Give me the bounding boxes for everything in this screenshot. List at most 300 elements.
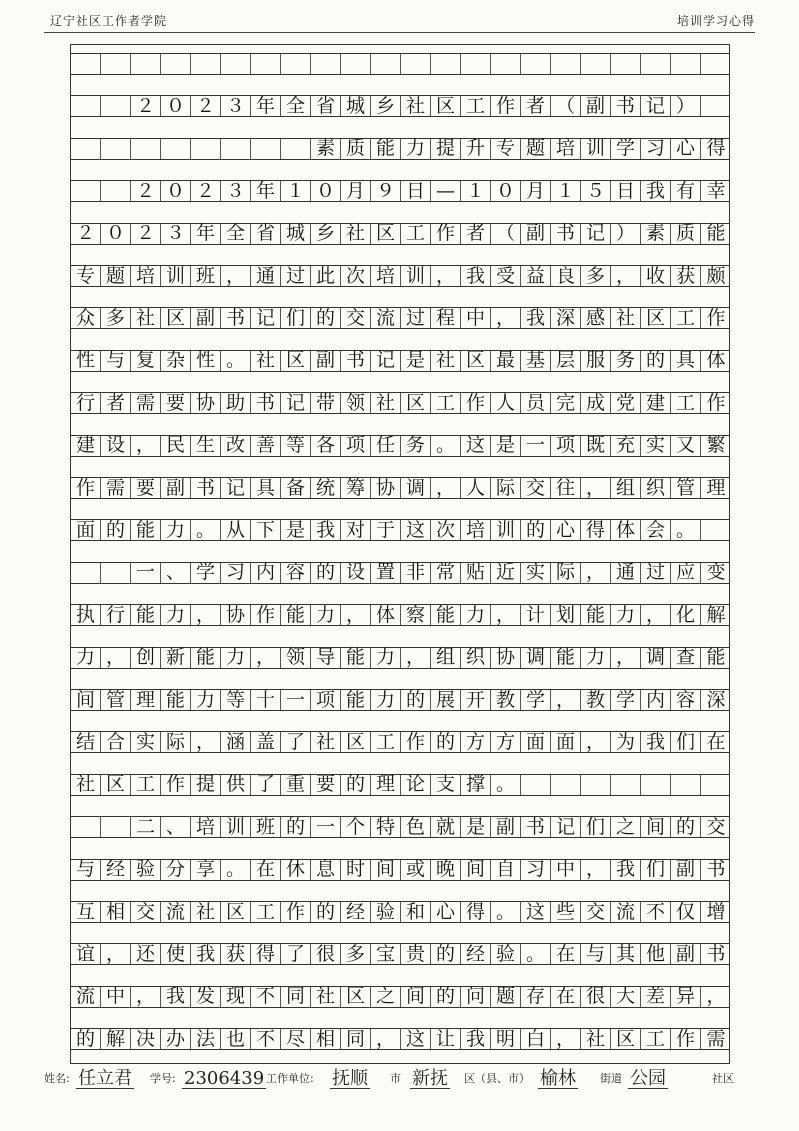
grid-cell: ，	[101, 648, 131, 668]
grid-cell: 的	[71, 1029, 101, 1049]
grid-cell: 化	[671, 605, 701, 625]
grid-cell: 良	[551, 266, 581, 286]
grid-cell: 、	[161, 563, 191, 583]
grid-cell: 力	[371, 690, 401, 710]
grid-cell: 副	[671, 944, 701, 964]
grid-cell: 专	[491, 139, 521, 159]
grid-cell: 书	[706, 858, 726, 881]
grid-cell: 和	[401, 902, 431, 922]
grid-cell: 能	[431, 605, 461, 625]
grid-cell: 。	[431, 436, 461, 456]
grid-cell: 异	[671, 987, 701, 1007]
grid-cell: 项	[341, 436, 371, 456]
grid-cell: 或	[401, 860, 431, 880]
grid-row	[71, 859, 729, 881]
grid-cell: 的	[341, 775, 371, 795]
grid-cell: 作	[161, 775, 191, 795]
grid-cell: 教	[491, 690, 521, 710]
grid-cell: 决	[131, 1029, 161, 1049]
grid-cell: 过	[281, 266, 311, 286]
grid-cell: 我	[521, 308, 551, 328]
grid-cell: 我	[311, 520, 341, 540]
grid-cell: 力	[71, 648, 101, 668]
grid-cell: 我	[161, 987, 191, 1007]
grid-cell: 内	[641, 690, 671, 710]
grid-cell: 最	[491, 351, 521, 371]
grid-cell: 重	[281, 775, 311, 795]
grid-cell: 杂	[161, 351, 191, 371]
grid-cell: —	[431, 181, 461, 201]
grid-cell: ０	[101, 224, 131, 244]
grid-cell: 了	[281, 732, 311, 752]
grid-cell: 验	[371, 902, 401, 922]
grid-cell: 深	[706, 688, 726, 711]
grid-cell: 面	[71, 520, 101, 540]
grid-cell: 的	[431, 987, 461, 1007]
grid-cell: ，	[581, 860, 611, 880]
grid-cell: 一	[521, 436, 551, 456]
grid-cell: 时	[341, 860, 371, 880]
grid-cell: 感	[581, 308, 611, 328]
grid-cell: 的	[431, 732, 461, 752]
grid-cell: 社	[311, 732, 341, 752]
grid-cell: 力	[221, 648, 251, 668]
grid-cell: 人	[491, 393, 521, 413]
grid-cell: 间	[401, 987, 431, 1007]
header-institute: 辽宁社区工作者学院	[50, 14, 168, 28]
grid-cell: 过	[401, 308, 431, 328]
grid-cell: 记	[251, 308, 281, 328]
grid-cell: 贴	[461, 563, 491, 583]
grid-cell: 素	[641, 224, 671, 244]
grid-cell: 益	[521, 266, 551, 286]
grid-cell: 工	[371, 732, 401, 752]
header-divider	[44, 32, 755, 33]
grid-cell: 法	[191, 1029, 221, 1049]
grid-row	[71, 647, 729, 669]
grid-cell: 省	[251, 224, 281, 244]
grid-cell: 繁	[706, 434, 726, 457]
grid-cell: 区	[221, 902, 251, 922]
grid-cell: 者	[521, 96, 551, 116]
grid-cell: 的	[311, 902, 341, 922]
grid-cell: 于	[371, 520, 401, 540]
grid-cell: ，	[191, 732, 221, 752]
grid-row	[71, 604, 729, 626]
grid-cell: ，	[131, 987, 161, 1007]
grid-cell: 协	[371, 478, 401, 498]
grid-cell: 心	[551, 520, 581, 540]
grid-cell: 能	[706, 222, 726, 245]
grid-cell: 往	[551, 478, 581, 498]
grid-cell: ２	[191, 181, 221, 201]
grid-cell: 自	[491, 860, 521, 880]
grid-cell: 日	[401, 181, 431, 201]
grid-cell: 理	[131, 690, 161, 710]
name-label: 姓名:	[44, 1072, 70, 1085]
grid-cell: 成	[581, 393, 611, 413]
grid-cell: ，	[251, 648, 281, 668]
grid-cell	[131, 54, 161, 74]
grid-cell: 置	[371, 563, 401, 583]
grid-cell: 与	[581, 944, 611, 964]
grid-cell: 不	[251, 1029, 281, 1049]
grid-cell	[191, 54, 221, 74]
grid-cell: 与	[71, 860, 101, 880]
grid-cell: 使	[161, 944, 191, 964]
grid-cell: 间	[71, 690, 101, 710]
grid-cell: 还	[131, 944, 161, 964]
grid-cell: 设	[101, 436, 131, 456]
grid-cell: 交	[581, 902, 611, 922]
grid-cell: 下	[251, 520, 281, 540]
grid-cell: 内	[251, 563, 281, 583]
grid-cell: 力	[161, 520, 191, 540]
grid-cell: 培	[371, 266, 401, 286]
grid-cell: 非	[401, 563, 431, 583]
grid-cell: 收	[641, 266, 671, 286]
grid-cell: 性	[191, 351, 221, 371]
grid-cell: 作	[706, 306, 726, 329]
grid-cell: ０	[491, 181, 521, 201]
grid-cell	[701, 96, 731, 116]
grid-cell	[221, 139, 251, 159]
grid-cell: 。	[671, 520, 701, 540]
grid-cell: 是	[281, 520, 311, 540]
grid-cell: 年	[251, 181, 281, 201]
grid-cell: 之	[371, 987, 401, 1007]
grid-cell: 年	[191, 224, 221, 244]
grid-row	[71, 392, 729, 414]
grid-cell: 面	[521, 732, 551, 752]
grid-cell: 改	[221, 436, 251, 456]
grid-cell: ，	[221, 266, 251, 286]
grid-cell: 能	[706, 646, 726, 669]
grid-row	[71, 562, 729, 584]
grid-row	[71, 1028, 729, 1050]
grid-cell: 有	[671, 181, 701, 201]
grid-cell: 的	[641, 351, 671, 371]
grid-cell: 际	[551, 563, 581, 583]
grid-cell: 享	[191, 860, 221, 880]
grid-cell: 验	[491, 944, 521, 964]
grid-cell: 之	[611, 817, 641, 837]
grid-cell: 新	[161, 648, 191, 668]
grid-cell: ９	[371, 181, 401, 201]
grid-cell: 们	[671, 732, 701, 752]
grid-cell: 各	[311, 436, 341, 456]
grid-cell: 完	[551, 393, 581, 413]
grid-cell	[71, 96, 101, 116]
grid-cell: 社	[131, 308, 161, 328]
grid-cell	[521, 54, 551, 74]
grid-cell: 结	[71, 732, 101, 752]
grid-cell: 党	[611, 393, 641, 413]
grid-cell: 力	[401, 139, 431, 159]
street-label: 街道	[600, 1072, 622, 1085]
grid-cell: 作	[461, 393, 491, 413]
grid-cell: ２	[131, 96, 161, 116]
grid-cell: 们	[581, 817, 611, 837]
grid-cell: 其	[611, 944, 641, 964]
grid-cell	[221, 54, 251, 74]
grid-cell: 力	[311, 605, 341, 625]
grid-row	[71, 774, 729, 796]
grid-row	[71, 986, 729, 1008]
grid-cell: 方	[491, 732, 521, 752]
grid-cell: 息	[311, 860, 341, 880]
grid-cell: 区	[641, 308, 671, 328]
grid-cell: 能	[131, 605, 161, 625]
grid-cell: 能	[581, 605, 611, 625]
grid-cell: ，	[706, 985, 726, 1008]
grid-cell: 能	[341, 648, 371, 668]
grid-cell: ，	[401, 648, 431, 668]
grid-cell	[701, 54, 731, 74]
grid-cell: 的	[311, 563, 341, 583]
grid-cell: 要	[161, 393, 191, 413]
grid-cell: 近	[491, 563, 521, 583]
grid-cell: 多	[581, 266, 611, 286]
grid-cell	[701, 775, 731, 795]
grid-cell: 训	[491, 520, 521, 540]
grid-cell: 复	[131, 351, 161, 371]
grid-cell	[161, 54, 191, 74]
grid-cell: 大	[611, 987, 641, 1007]
grid-cell: 乡	[371, 96, 401, 116]
grid-cell: 展	[431, 690, 461, 710]
grid-cell: 多	[341, 944, 371, 964]
grid-cell: 需	[706, 1027, 726, 1050]
grid-row	[71, 307, 729, 329]
grid-cell: 城	[341, 96, 371, 116]
grid-cell: 应	[671, 563, 701, 583]
grid-cell: 任	[371, 436, 401, 456]
grid-cell: 划	[551, 605, 581, 625]
grid-cell: 培	[191, 817, 221, 837]
grid-cell: 得	[461, 902, 491, 922]
grid-cell: 作	[71, 478, 101, 498]
street-value: 榆林	[540, 1068, 576, 1089]
grid-cell: 副	[521, 224, 551, 244]
grid-cell: 体	[371, 605, 401, 625]
grid-cell: 了	[281, 944, 311, 964]
grid-cell: 问	[461, 987, 491, 1007]
community-label: 社区	[712, 1072, 734, 1085]
grid-cell	[671, 54, 701, 74]
grid-cell: 社	[341, 224, 371, 244]
grid-cell: 我	[641, 181, 671, 201]
grid-cell: 工	[671, 308, 701, 328]
grid-cell: 在	[251, 860, 281, 880]
grid-cell: 过	[641, 563, 671, 583]
grid-cell: 分	[161, 860, 191, 880]
grid-cell: ，	[431, 266, 461, 286]
grid-cell: 不	[641, 902, 671, 922]
grid-cell: 间	[641, 817, 671, 837]
grid-cell: 计	[521, 605, 551, 625]
grid-row	[71, 180, 729, 202]
grid-cell: 体	[706, 349, 726, 372]
grid-cell: 区	[281, 351, 311, 371]
grid-cell: ）	[611, 224, 641, 244]
grid-cell: 能	[281, 605, 311, 625]
grid-cell: ０	[161, 96, 191, 116]
grid-cell: 力	[191, 690, 221, 710]
grid-cell	[641, 775, 671, 795]
grid-cell: 日	[611, 181, 641, 201]
grid-cell: 副	[671, 860, 701, 880]
grid-cell	[161, 139, 191, 159]
grid-cell: 很	[311, 944, 341, 964]
grid-cell	[101, 139, 131, 159]
grid-cell: 协	[491, 648, 521, 668]
grid-cell: 在	[551, 944, 581, 964]
grid-cell: 是	[401, 351, 431, 371]
grid-cell: 同	[341, 1029, 371, 1049]
grid-cell: 区	[401, 393, 431, 413]
grid-cell: 班	[251, 817, 281, 837]
grid-cell: 现	[221, 987, 251, 1007]
grid-cell	[101, 54, 131, 74]
grid-cell: 会	[641, 520, 671, 540]
grid-cell: ，	[491, 605, 521, 625]
grid-cell: 备	[281, 478, 311, 498]
grid-cell: 区	[431, 96, 461, 116]
grid-cell: 记	[281, 393, 311, 413]
grid-cell: 记	[641, 96, 671, 116]
student-id-value: 2306439	[184, 1068, 265, 1089]
grid-cell: 培	[131, 266, 161, 286]
grid-cell: 流	[611, 902, 641, 922]
grid-cell: 作	[706, 391, 726, 414]
grid-cell: 书	[191, 478, 221, 498]
grid-cell: 的	[671, 817, 701, 837]
grid-cell: 管	[671, 478, 701, 498]
grid-cell	[251, 139, 281, 159]
grid-cell: 织	[641, 478, 671, 498]
grid-cell: 统	[311, 478, 341, 498]
grid-cell: 工	[401, 224, 431, 244]
grid-cell: 们	[641, 860, 671, 880]
grid-cell: １	[551, 181, 581, 201]
grid-cell: 书	[341, 351, 371, 371]
grid-cell: 仅	[671, 902, 701, 922]
grid-cell: 社	[581, 1029, 611, 1049]
grid-cell: 实	[131, 732, 161, 752]
grid-cell: 在	[706, 730, 726, 753]
grid-cell: 的	[281, 817, 311, 837]
grid-cell: 宝	[371, 944, 401, 964]
grid-cell: 。	[521, 944, 551, 964]
grid-cell: 论	[401, 775, 431, 795]
grid-cell: 社	[371, 393, 401, 413]
grid-cell: 区	[341, 732, 371, 752]
grid-cell: 十	[251, 690, 281, 710]
grid-cell: 班	[191, 266, 221, 286]
grid-cell	[431, 54, 461, 74]
grid-cell: 具	[671, 351, 701, 371]
grid-cell	[551, 54, 581, 74]
grid-cell: 等	[281, 436, 311, 456]
grid-cell: 又	[671, 436, 701, 456]
grid-cell: 作	[431, 224, 461, 244]
grid-cell: 记	[371, 351, 401, 371]
grid-cell: 工	[671, 393, 701, 413]
grid-cell: 作	[491, 96, 521, 116]
grid-cell: 让	[431, 1029, 461, 1049]
grid-cell: 得	[251, 944, 281, 964]
grid-cell: 不	[251, 987, 281, 1007]
grid-cell: 获	[221, 944, 251, 964]
grid-cell: 面	[551, 732, 581, 752]
grid-cell: 开	[461, 690, 491, 710]
grid-cell: １	[281, 181, 311, 201]
grid-cell: 月	[521, 181, 551, 201]
grid-cell: 容	[671, 690, 701, 710]
grid-cell: ３	[161, 224, 191, 244]
grid-row	[71, 477, 729, 499]
grid-cell: 领	[341, 393, 371, 413]
grid-cell: ，	[551, 1029, 581, 1049]
grid-cell: 题	[101, 266, 131, 286]
grid-cell: 协	[191, 393, 221, 413]
grid-cell: 撑	[461, 775, 491, 795]
grid-cell: 建	[641, 393, 671, 413]
grid-cell: ３	[221, 181, 251, 201]
grid-cell: 民	[161, 436, 191, 456]
grid-cell: 书	[251, 393, 281, 413]
grid-cell: 互	[71, 902, 101, 922]
grid-cell: 城	[281, 224, 311, 244]
grid-cell: 体	[611, 520, 641, 540]
grid-cell: 工	[431, 393, 461, 413]
grid-cell	[401, 54, 431, 74]
grid-cell: 合	[101, 732, 131, 752]
grid-cell	[611, 54, 641, 74]
grid-cell: 作	[671, 1029, 701, 1049]
grid-cell: 调	[521, 648, 551, 668]
grid-cell: 得	[706, 137, 726, 160]
grid-cell: 月	[341, 181, 371, 201]
grid-cell: 个	[341, 817, 371, 837]
grid-cell: 办	[161, 1029, 191, 1049]
grid-cell: 要	[311, 775, 341, 795]
grid-cell: ，	[611, 266, 641, 286]
grid-cell: 通	[611, 563, 641, 583]
grid-cell: 层	[551, 351, 581, 371]
grid-cell: 增	[706, 900, 726, 923]
grid-cell: 训	[581, 139, 611, 159]
grid-cell: 乡	[311, 224, 341, 244]
grid-cell: 实	[641, 436, 671, 456]
grid-row	[71, 53, 729, 75]
grid-cell: 织	[461, 648, 491, 668]
grid-cell: 、	[161, 817, 191, 837]
manuscript-grid	[70, 44, 730, 1064]
grid-cell: 交	[521, 478, 551, 498]
grid-cell: 。	[221, 860, 251, 880]
grid-cell: 善	[251, 436, 281, 456]
grid-cell: 基	[521, 351, 551, 371]
grid-cell: 力	[371, 648, 401, 668]
grid-cell: 一	[131, 563, 161, 583]
grid-cell: 幸	[706, 179, 726, 202]
grid-cell: 社	[431, 351, 461, 371]
grid-cell: 既	[581, 436, 611, 456]
grid-cell: 记	[221, 478, 251, 498]
grid-cell: 区	[371, 224, 401, 244]
